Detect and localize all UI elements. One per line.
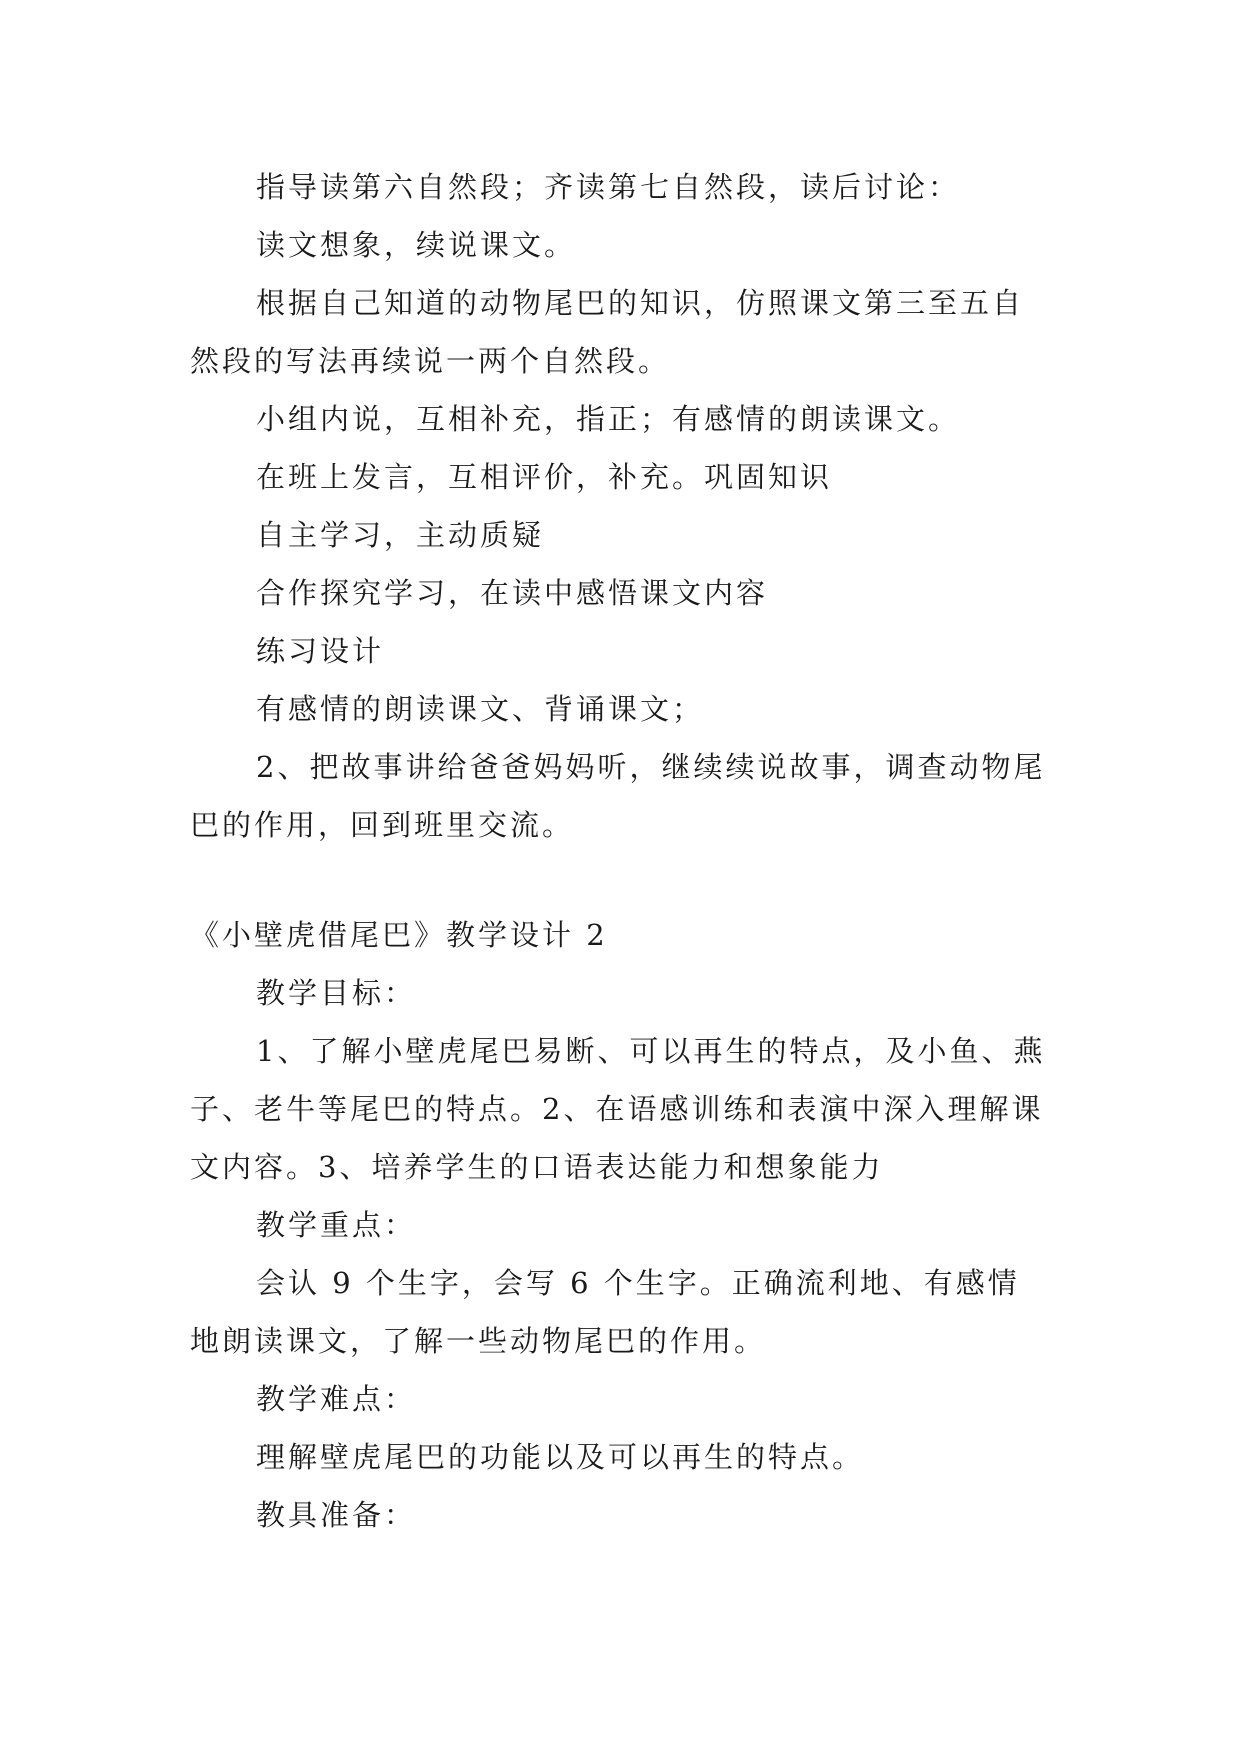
paragraph: 在班上发言，互相评价，补充。巩固知识 <box>256 460 833 494</box>
paragraph: 教具准备： <box>256 1498 417 1532</box>
paragraph: 2、把故事讲给爸爸妈妈听，继续续说故事，调查动物尾巴的作用，回到班里交流。 <box>190 750 1046 842</box>
paragraph: 合作探究学习，在读中感悟课文内容 <box>256 576 769 610</box>
paragraph: 指导读第六自然段；齐读第七自然段，读后讨论： <box>256 170 961 204</box>
paragraph: 会认 9 个生字，会写 6 个生字。正确流利地、有感情地朗读课文，了解一些动物尾巴的作用。 <box>190 1266 1020 1358</box>
paragraph: 教学难点： <box>256 1382 417 1416</box>
paragraph: 自主学习，主动质疑 <box>256 518 545 552</box>
document-body <box>190 158 1050 1544</box>
paragraph: 1、了解小壁虎尾巴易断、可以再生的特点，及小鱼、燕子、老牛等尾巴的特点。2、在语感训练和表演中深入理解课文内容。3、培养学生的口语表达能力和想象能力 <box>190 1034 1046 1184</box>
paragraph: 理解壁虎尾巴的功能以及可以再生的特点。 <box>256 1440 865 1474</box>
section-title: 《小壁虎借尾巴》教学设计 2 <box>190 918 608 952</box>
paragraph: 教学目标： <box>256 976 417 1010</box>
paragraph: 有感情的朗读课文、背诵课文； <box>256 692 705 726</box>
paragraph: 教学重点： <box>256 1208 417 1242</box>
paragraph: 练习设计 <box>256 634 385 668</box>
paragraph: 根据自己知道的动物尾巴的知识，仿照课文第三至五自然段的写法再续说一两个自然段。 <box>190 286 1025 378</box>
paragraph: 小组内说，互相补充，指正；有感情的朗读课文。 <box>256 402 961 436</box>
paragraph: 读文想象，续说课文。 <box>256 228 577 262</box>
